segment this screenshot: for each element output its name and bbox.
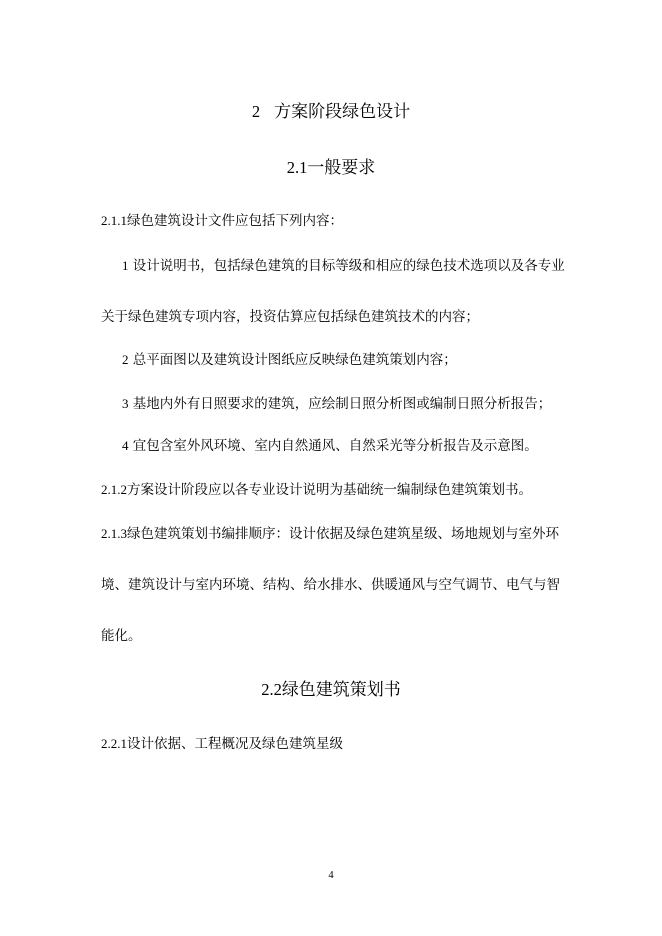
item-text: 设计说明书，包括绿色建筑的目标等级和相应的绿色技术选项以及各专业 [128,258,565,274]
chapter-number: 2 [251,102,261,121]
list-item-1-line2 [101,308,479,326]
chapter-title: 方案阶段绿色设计 [274,102,411,122]
clause-2-1-1 [101,212,343,230]
clause-2-2-1 [101,735,343,753]
clause-text: 绿色建筑设计文件应包括下列内容： [127,213,343,229]
item-text-continued: 关于绿色建筑专项内容，投资估算应包括绿色建筑技术的内容； [101,309,479,325]
clause-2-1-2 [101,481,532,499]
clause-2-1-3-line3 [101,627,142,645]
list-item-3 [122,395,551,413]
section-number: 2.2 [261,680,282,699]
clause-number: 2.1.1 [101,213,127,228]
clause-text-continued: 能化。 [101,628,142,644]
clause-number: 2.1.3 [101,526,127,541]
item-number: 3 [122,396,129,411]
clause-2-1-3-line1 [101,525,559,543]
chapter-heading [0,101,662,123]
section-title: 一般要求 [307,158,376,178]
list-item-2 [122,351,457,369]
item-number: 4 [122,438,129,453]
list-item-1-line1 [122,257,565,275]
clause-text: 方案设计阶段应以各专业设计说明为基础统一编制绿色建筑策划书。 [127,482,532,498]
item-text: 基地内外有日照要求的建筑，应绘制日照分析图或编制日照分析报告； [128,396,552,412]
item-number: 2 [122,352,129,367]
item-text: 宜包含室外风环境、室内自然通风、自然采光等分析报告及示意图。 [128,438,538,454]
list-item-4 [122,437,538,455]
clause-text-continued: 境、建筑设计与室内环境、结构、给水排水、供暖通风与空气调节、电气与智 [101,577,560,593]
section-heading-2-2 [0,679,662,701]
clause-text: 绿色建筑策划书编排顺序：设计依据及绿色建筑星级、场地规划与室外环 [127,526,559,542]
clause-text: 设计依据、工程概况及绿色建筑星级 [127,736,343,752]
item-text: 总平面图以及建筑设计图纸应反映绿色建筑策划内容； [128,352,457,368]
clause-number: 2.1.2 [101,482,127,497]
section-title: 绿色建筑策划书 [281,680,401,700]
page-number: 4 [328,870,334,881]
item-number: 1 [122,258,129,273]
section-heading-2-1 [0,157,662,179]
clause-number: 2.2.1 [101,736,127,751]
clause-2-1-3-line2 [101,576,560,594]
section-number: 2.1 [286,158,308,177]
